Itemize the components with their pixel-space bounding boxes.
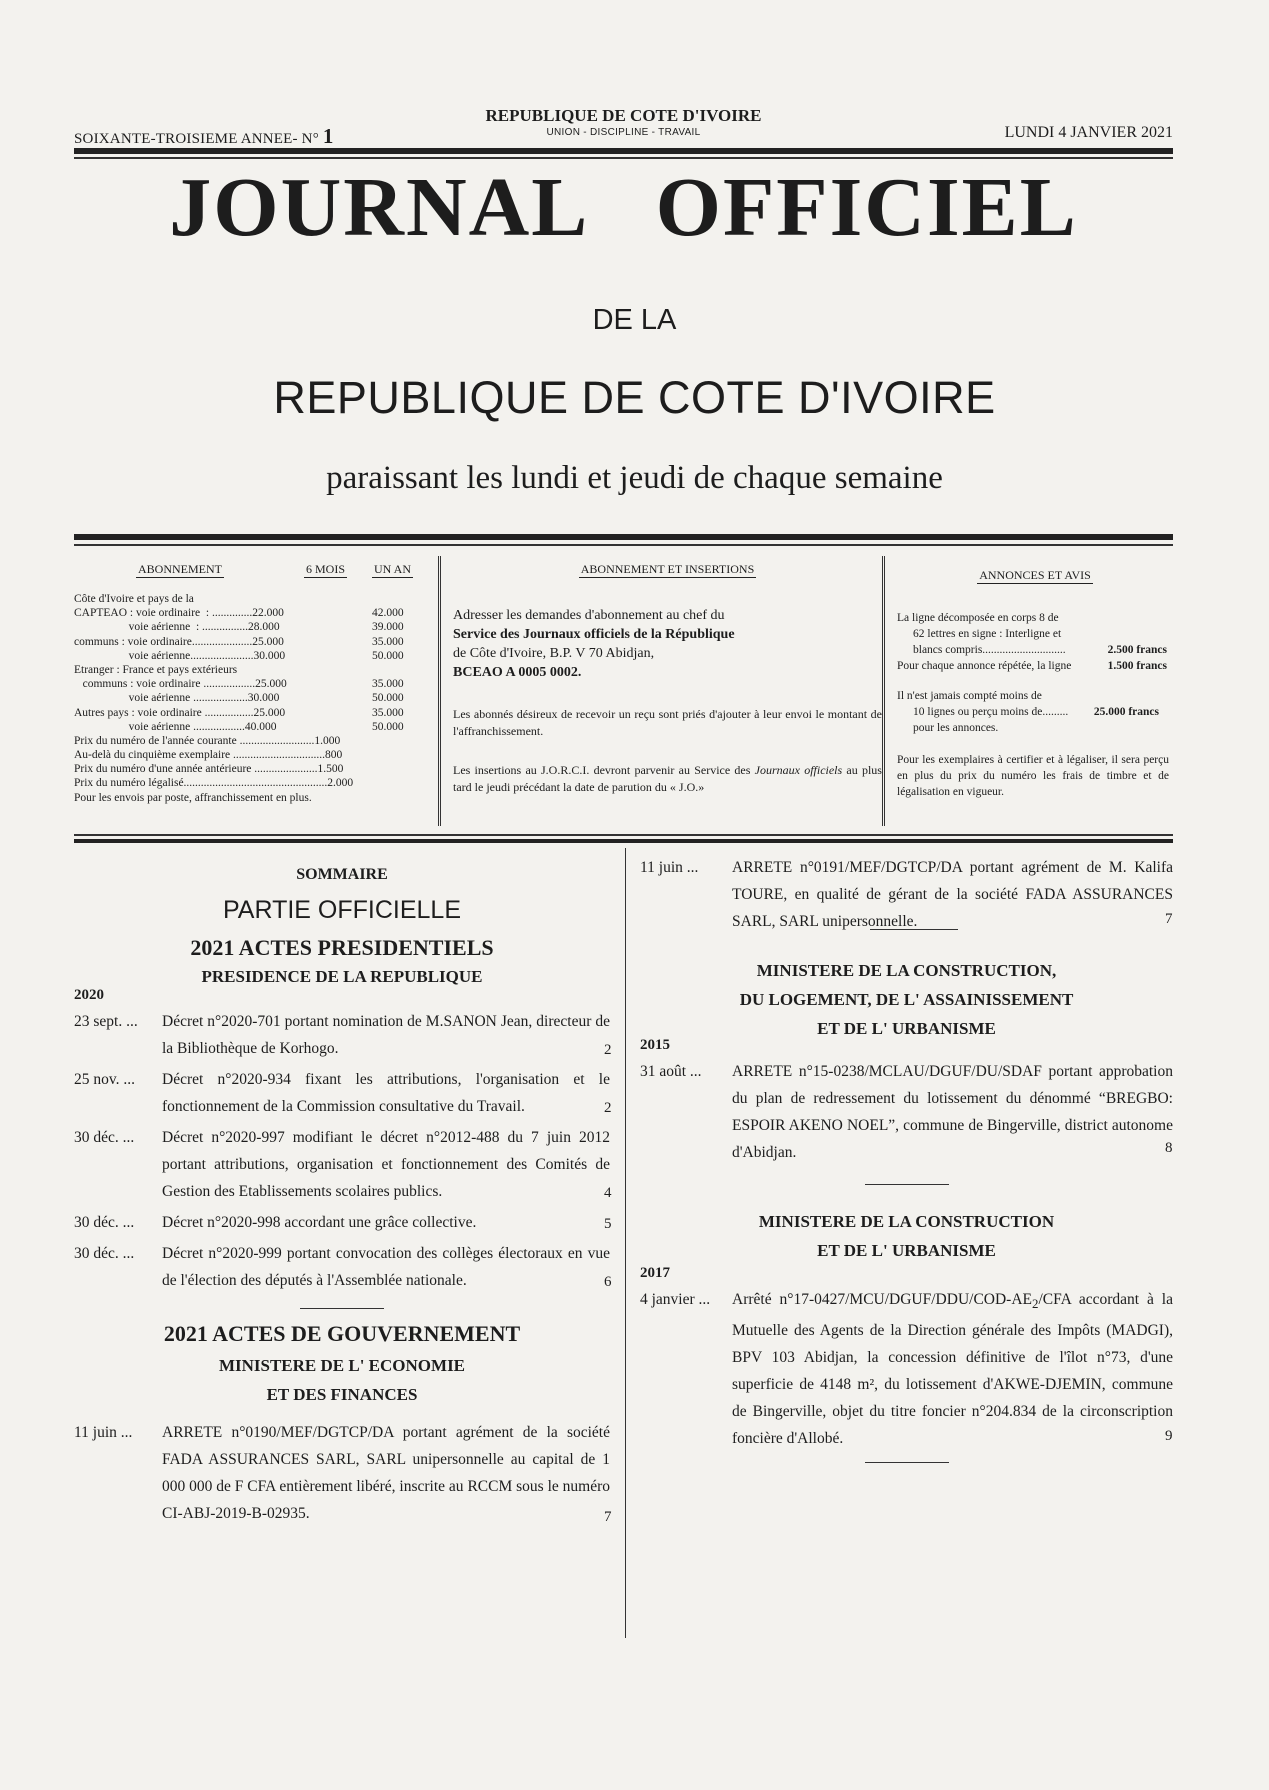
partie-officielle: PARTIE OFFICIELLE (222, 896, 462, 924)
entry-text: Décret n°2020-701 portant nomination de M.SANON Jean, directeur de la Bibliothèque de Korhogo. (162, 1013, 610, 1057)
column-divider (625, 848, 626, 1638)
tarif-label: voie aérienne ...................30.000 (74, 692, 280, 705)
tarif-row (74, 663, 428, 677)
ministere-construction-2: DU LOGEMENT, DE L' ASSAINISSEMENT (739, 990, 1074, 1009)
tarif-row (74, 776, 428, 790)
tarif-row (74, 762, 428, 776)
entry-text: Décret n°2020-997 modifiant le décret n°2012-488 du 7 juin 2012 portant attributions, organisation et fonctionnement des Comités de Gestion des Etablissements scolaires publics. (162, 1129, 610, 1200)
tarif-label: voie aérienne : ................28.000 (74, 621, 280, 634)
presidence-heading: PRESIDENCE DE LA REPUBLIQUE (201, 967, 483, 986)
tarif-row (74, 691, 428, 705)
presidential-entry (74, 1209, 610, 1236)
tarif-label: Etranger : France et pays extérieurs (74, 663, 238, 676)
top-rule (74, 148, 1173, 154)
tarif-row (74, 748, 428, 762)
tarif-label: Côte d'Ivoire et pays de la (74, 593, 194, 605)
price-ligne: 2.500 francs (1107, 644, 1167, 656)
abonnement-column (74, 556, 428, 826)
entry-page: 5 (604, 1216, 612, 1232)
government-entry (74, 1419, 610, 1527)
tarif-amount: 35.000 (372, 635, 404, 648)
tarif-amount: 50.000 (372, 692, 404, 705)
year-2015: 2015 (640, 1037, 670, 1053)
ministere-cu-2: ET DE L' URBANISME (817, 1241, 996, 1260)
tarif-label: voie aérienne......................30.000 (74, 649, 286, 662)
entry-text: Décret n°2020-999 portant convocation des collèges électoraux en vue de l'élection des députés à l'Assemblée nationale. (162, 1245, 610, 1289)
tarif-label: CAPTEAO : voie ordinaire : ..............22.000 (74, 607, 284, 620)
republic-motto: UNION - DISCIPLINE - TRAVAIL (546, 127, 701, 138)
presidential-entry (74, 1008, 610, 1062)
tarif-row (74, 677, 428, 691)
tarif-row (74, 606, 428, 620)
info-rule-top-thin (74, 544, 1173, 546)
right-entry (640, 1058, 1173, 1166)
right-entry-1 (640, 854, 1173, 935)
info-box (74, 556, 1173, 826)
entry-text: ARRETE n°15-0238/MCLAU/DGUF/DU/SDAF portant approbation du plan de redressement du lotissement du dénommé “BREGBO: ESPOIR AKENO NOEL”, commune de Bingerville, district autonome d'Abidjan. (732, 1063, 1173, 1161)
issue-date: LUNDI 4 JANVIER 2021 (1004, 124, 1173, 141)
entry-date: 30 déc. ... (74, 1214, 135, 1231)
price-minimum: 25.000 francs (1093, 706, 1159, 718)
tarif-amount: 50.000 (372, 649, 404, 662)
sommaire-title: SOMMAIRE (296, 866, 388, 883)
entry-text (640, 1286, 1173, 1452)
entry-date: 23 sept. ... (74, 1013, 138, 1030)
gouv-entry (74, 1419, 610, 1527)
entry-date: 25 nov. ... (74, 1071, 135, 1088)
actes-presidentiels: 2021 ACTES PRESIDENTIELS (190, 935, 494, 960)
tarif-amount: 35.000 (372, 678, 404, 691)
tarif-row (74, 706, 428, 720)
entry-date: 11 juin ... (640, 859, 699, 876)
top-bar (74, 102, 1173, 154)
tarif-row (74, 791, 428, 805)
tarif-label: Prix du numéro de l'année courante ..........................1.000 (74, 734, 341, 747)
right-entry-2 (640, 1058, 1173, 1166)
tarif-label: Au-delà du cinquième exemplaire ................................800 (74, 749, 343, 762)
annonces-column: ANNONCES ET AVIS La ligne décomposée en corps 8 de 62 lettres en signe : Interligne et blancs compris............................. 2.500 francs Pour chaque annonce répétée, la ligne 1.500 francs Il n'est jamais compté moins de 10 lignes ou perçu moins de......... 25.000 francs pour les annonces. Pour les exemplaires à certifier et à légaliser, il sera perçu en plus du prix du numéro les frais de timbre et de légalisation en vigueur. (882, 556, 1173, 826)
tarif-amount: 50.000 (372, 720, 404, 733)
six-mois-header: 6 MOIS (306, 562, 346, 576)
entry-page: 9 (1165, 1428, 1173, 1445)
tarif-label: communs : voie ordinaire.....................25.000 (74, 635, 284, 648)
entry-page: 2 (604, 1100, 612, 1116)
presidential-entries (74, 1008, 610, 1294)
entry-page: 2 (604, 1042, 612, 1058)
entry-text: Décret n°2020-934 fixant les attributions, l'organisation et le fonctionnement de la Commission consultative du Travail. (162, 1071, 610, 1115)
separator (865, 1462, 949, 1463)
ministere-cu-1: MINISTERE DE LA CONSTRUCTION (758, 1212, 1055, 1231)
abonnement-header: ABONNEMENT (138, 562, 222, 576)
tarif-row (74, 592, 428, 606)
tarif-amount: 42.000 (372, 607, 404, 620)
tarif-label: Autres pays : voie ordinaire .................25.000 (74, 706, 286, 719)
presidential-entry (74, 1124, 610, 1205)
sommaire-left-column (74, 850, 610, 1790)
tarif-label: voie aérienne ..................40.000 (74, 720, 277, 733)
presidential-entry (74, 1240, 610, 1294)
tarif-label: Prix du numéro d'une année antérieure ......................1.500 (74, 763, 344, 776)
top-rule-thin (74, 157, 1173, 159)
issue-year-label: SOIXANTE-TROISIEME ANNEE- N° (74, 131, 319, 147)
entry-text-a: Arrêté n°17-0427/MCU/DGUF/DDU/COD-AE (732, 1291, 1032, 1308)
insertions-header: ABONNEMENT ET INSERTIONS (580, 562, 755, 576)
entry-page: 4 (604, 1185, 612, 1201)
insertions-column (438, 556, 882, 826)
tarif-row (74, 635, 428, 649)
entry-page: 7 (604, 1509, 612, 1525)
actes-gouvernement: 2021 ACTES DE GOUVERNEMENT (163, 1321, 521, 1346)
tarif-amount: 39.000 (372, 621, 404, 634)
tarif-row (74, 649, 428, 663)
issue-num: 1 (322, 124, 334, 148)
year-2020: 2020 (74, 987, 104, 1003)
tarif-label: Prix du numéro légalisé..................................................2.000 (74, 777, 354, 790)
tarif-row (74, 620, 428, 634)
tarif-row (74, 734, 428, 748)
year-2017: 2017 (640, 1265, 670, 1281)
right-entry (640, 1286, 1173, 1452)
tarif-table (74, 592, 428, 805)
entry-text-sub: 2 (1032, 1296, 1039, 1312)
info-rule-bottom-thin (74, 834, 1173, 836)
tarif-row (74, 720, 428, 734)
entry-date: 11 juin ... (74, 1424, 133, 1441)
legalisation-note: Pour les exemplaires à certifier et à légaliser, il sera perçu en plus du prix du numéro les frais de timbre et de légalisation en vigueur. (897, 754, 1169, 798)
entry-text: Décret n°2020-998 accordant une grâce collective. (162, 1214, 477, 1231)
ministere-construction-3: ET DE L' URBANISME (817, 1019, 996, 1038)
presidential-entry (74, 1066, 610, 1120)
entry-text-b: /CFA accordant à la Mutuelle des Agents de la Direction générale des Impôts (MADGI), BPV 103 Abidjan, la concession définitive de l'îlot n°73, d'une superficie de 4148 m², du lotissement d'AKWE-DJEMIN, commune de Bingerville, objet du titre foncier n°204.834 de la circonscription foncière d'Allobé. (732, 1291, 1173, 1448)
sommaire-right-column (640, 850, 1173, 1463)
right-entry-3 (640, 1286, 1173, 1452)
entry-page: 7 (1165, 911, 1173, 927)
un-an-header: UN AN (374, 562, 412, 576)
insertions-delai: Les insertions au J.O.R.C.I. devront parvenir au Service des Journaux officiels au plus tard le jeudi précédant la date de parution du « J.O.» (453, 763, 882, 794)
entry-date: 31 août ... (640, 1063, 702, 1080)
masthead-title: JOURNAL OFFICIEL (169, 161, 1078, 254)
annonces-header: ANNONCES ET AVIS (979, 568, 1091, 582)
masthead-country: REPUBLIQUE DE COTE D'IVOIRE (273, 372, 996, 423)
tarif-amount: 35.000 (372, 706, 404, 719)
tarif-label: communs : voie ordinaire ..................25.000 (74, 678, 287, 691)
entry-page: 6 (604, 1274, 612, 1290)
tarif-label: Pour les envois par poste, affranchissement en plus. (74, 791, 312, 804)
entry-date: 30 déc. ... (74, 1129, 135, 1146)
entry-date: 30 déc. ... (74, 1245, 135, 1262)
ministere-construction-1: MINISTERE DE LA CONSTRUCTION, (756, 961, 1057, 980)
insertions-recu: Les abonnés désireux de recevoir un reçu sont priés d'ajouter à leur envoi le montant de l'affranchissement. (453, 707, 882, 738)
price-repetee: 1.500 francs (1107, 660, 1167, 672)
separator (300, 1308, 384, 1309)
ministere-economie-2: ET DES FINANCES (266, 1385, 418, 1404)
insertions-address: Adresser les demandes d'abonnement au chef du Service des Journaux officiels de la République de Côte d'Ivoire, B.P. V 70 Abidjan, BCEAO A 0005 0002. (453, 608, 735, 680)
masthead-frequency: paraissant les lundi et jeudi de chaque semaine (326, 460, 943, 496)
entry-date: 4 janvier ... (640, 1291, 711, 1308)
entry-text: ARRETE n°0191/MEF/DGTCP/DA portant agrément de M. Kalifa TOURE, en qualité de gérant de la société FADA ASSURANCES SARL, SARL unipersonnelle. (732, 859, 1173, 930)
right-entry (640, 854, 1173, 935)
info-rule-top (74, 534, 1173, 540)
ministere-economie-1: MINISTERE DE L' ECONOMIE (218, 1356, 466, 1375)
masthead-de-la: DE LA (592, 304, 677, 336)
entry-text: ARRETE n°0190/MEF/DGTCP/DA portant agrément de la société FADA ASSURANCES SARL, SARL unipersonnelle au capital de 1 000 000 de F CFA entièrement libéré, inscrite au RCCM sous le numéro CI-ABJ-2019-B-02935. (162, 1424, 610, 1522)
info-rule-bottom (74, 839, 1173, 843)
republic-name: REPUBLIQUE DE COTE D'IVOIRE (485, 106, 762, 125)
entry-page: 8 (1165, 1140, 1173, 1156)
